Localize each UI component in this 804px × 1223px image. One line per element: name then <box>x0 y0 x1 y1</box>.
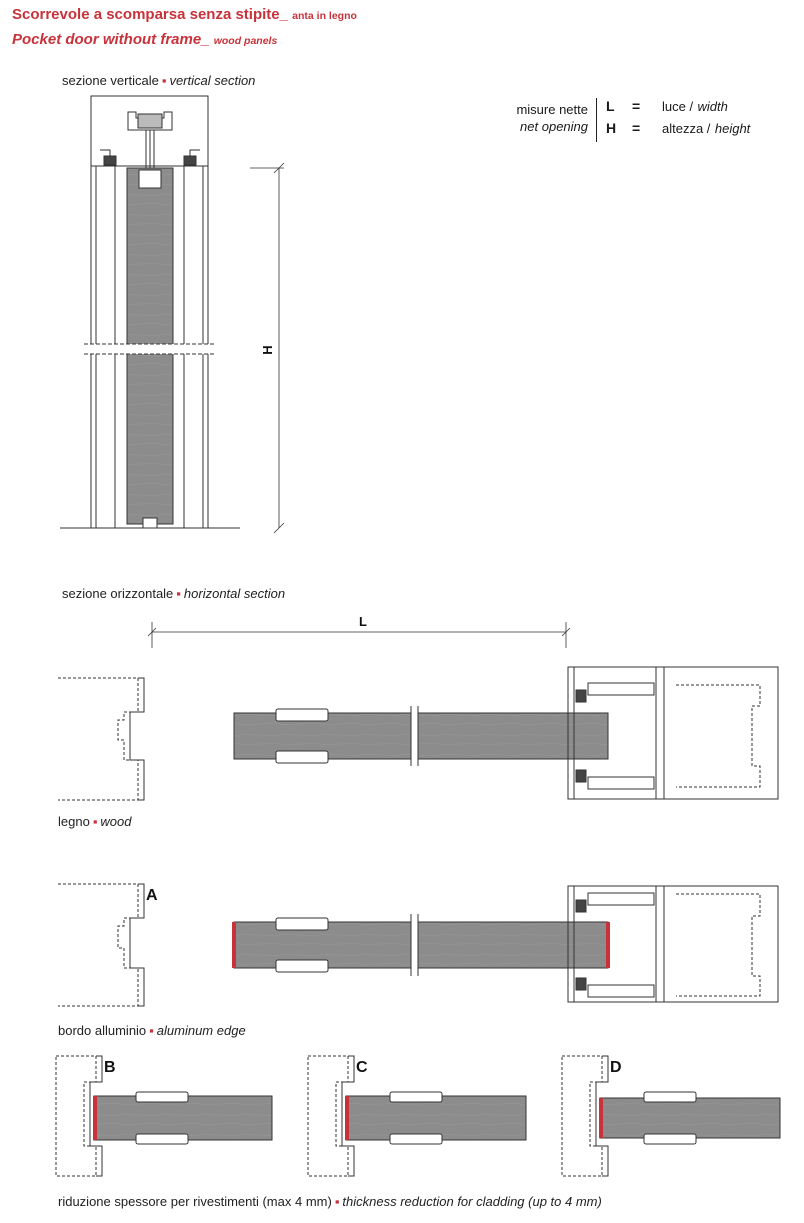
cladding-edge-c <box>345 1096 349 1140</box>
vertical-section-caption: sezione verticale ▪ vertical section <box>62 73 256 88</box>
legend-row-width: L = luce / width <box>606 98 728 114</box>
horizontal-section-caption: sezione orizzontale ▪ horizontal section <box>62 586 286 601</box>
cladding-caption: riduzione spessore per rivestimenti (max 4 mm) ▪ thickness reduction for cladding (up to 4 mm) <box>58 1194 602 1209</box>
cladding-variant-b <box>56 1056 272 1176</box>
variant-letter-b: B <box>104 1059 116 1076</box>
cladding-edge-b <box>93 1096 97 1140</box>
cladding-edge-d <box>599 1098 603 1138</box>
title-english: Pocket door without frame_ wood panels <box>12 31 278 48</box>
variant-letter-c: C <box>356 1059 368 1076</box>
variant-letter-d: D <box>610 1059 622 1076</box>
title-italian: Scorrevole a scomparsa senza stipite_ anta in legno <box>12 6 357 23</box>
vertical-section-drawing <box>60 96 240 528</box>
aluminum-caption: bordo alluminio ▪ aluminum edge <box>58 1023 246 1038</box>
height-dimension-label: H <box>260 345 275 355</box>
wood-variant-drawing <box>58 667 778 800</box>
width-dimension-label: L <box>359 614 367 629</box>
variant-letter-a: A <box>146 887 158 904</box>
cladding-variant-d <box>562 1056 780 1176</box>
legend-net-label: misure nette net opening <box>516 102 588 134</box>
wood-caption: legno ▪ wood <box>58 814 132 829</box>
title-italian-sub: anta in legno <box>292 10 357 22</box>
aluminum-variant-drawing <box>58 884 778 1006</box>
cladding-variant-c <box>308 1056 526 1176</box>
aluminum-edge-left <box>232 922 236 968</box>
legend-row-height: H = altezza / height <box>606 120 751 136</box>
title-english-sub: wood panels <box>213 35 278 47</box>
aluminum-edge-right <box>606 922 610 968</box>
